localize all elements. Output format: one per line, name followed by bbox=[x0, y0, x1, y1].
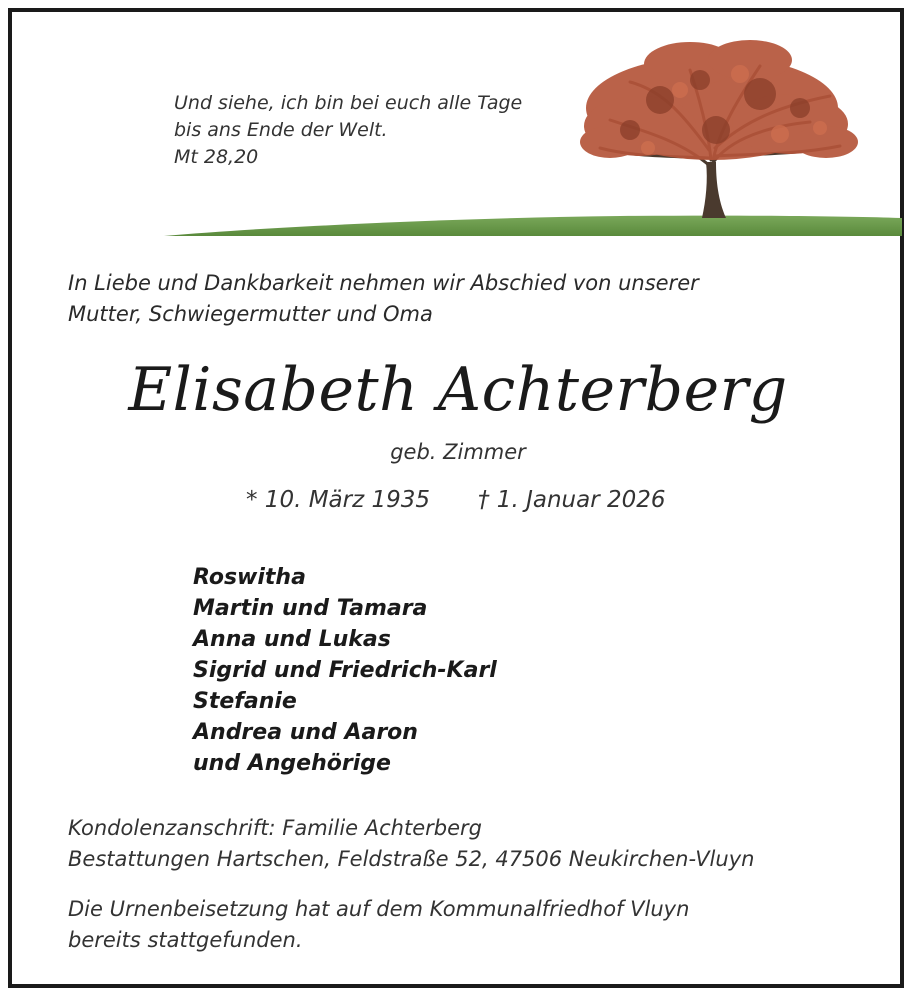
maiden-name: geb. Zimmer bbox=[390, 440, 526, 464]
intro-line: In Liebe und Dankbarkeit nehmen wir Abschied von unserer bbox=[68, 271, 699, 295]
death-date: † 1. Januar 2026 bbox=[478, 487, 666, 513]
life-dates bbox=[0, 482, 916, 518]
mourner-name: Stefanie bbox=[193, 689, 297, 714]
burial-line: bereits stattgefunden. bbox=[68, 928, 303, 952]
contact-line: Bestattungen Hartschen, Feldstraße 52, 47506 Neukirchen-Vluyn bbox=[68, 847, 755, 871]
burial-notice bbox=[68, 894, 689, 956]
mourners-list bbox=[193, 562, 497, 779]
mourner-name: und Angehörige bbox=[193, 751, 391, 776]
burial-line: Die Urnenbeisetzung hat auf dem Kommunalfriedhof Vluyn bbox=[68, 897, 690, 921]
deceased-name: Elisabeth Achterberg bbox=[128, 355, 788, 425]
mourner-name: Sigrid und Friedrich-Karl bbox=[193, 658, 497, 683]
birth-date: * 10. März 1935 bbox=[246, 487, 431, 513]
bible-verse bbox=[174, 90, 522, 171]
verse-line: Und siehe, ich bin bei euch alle Tage bbox=[174, 92, 523, 114]
mourner-name: Anna und Lukas bbox=[193, 627, 391, 652]
mourner-name: Martin und Tamara bbox=[193, 596, 428, 621]
condolence-address bbox=[68, 813, 754, 875]
contact-line: Kondolenzanschrift: Familie Achterberg bbox=[68, 816, 482, 840]
intro-line: Mutter, Schwiegermutter und Oma bbox=[68, 302, 433, 326]
mourner-name: Roswitha bbox=[193, 565, 306, 590]
verse-reference: Mt 28,20 bbox=[174, 146, 259, 168]
mourner-name: Andrea und Aaron bbox=[193, 720, 418, 745]
verse-line: bis ans Ende der Welt. bbox=[174, 119, 388, 141]
farewell-intro bbox=[68, 268, 699, 330]
